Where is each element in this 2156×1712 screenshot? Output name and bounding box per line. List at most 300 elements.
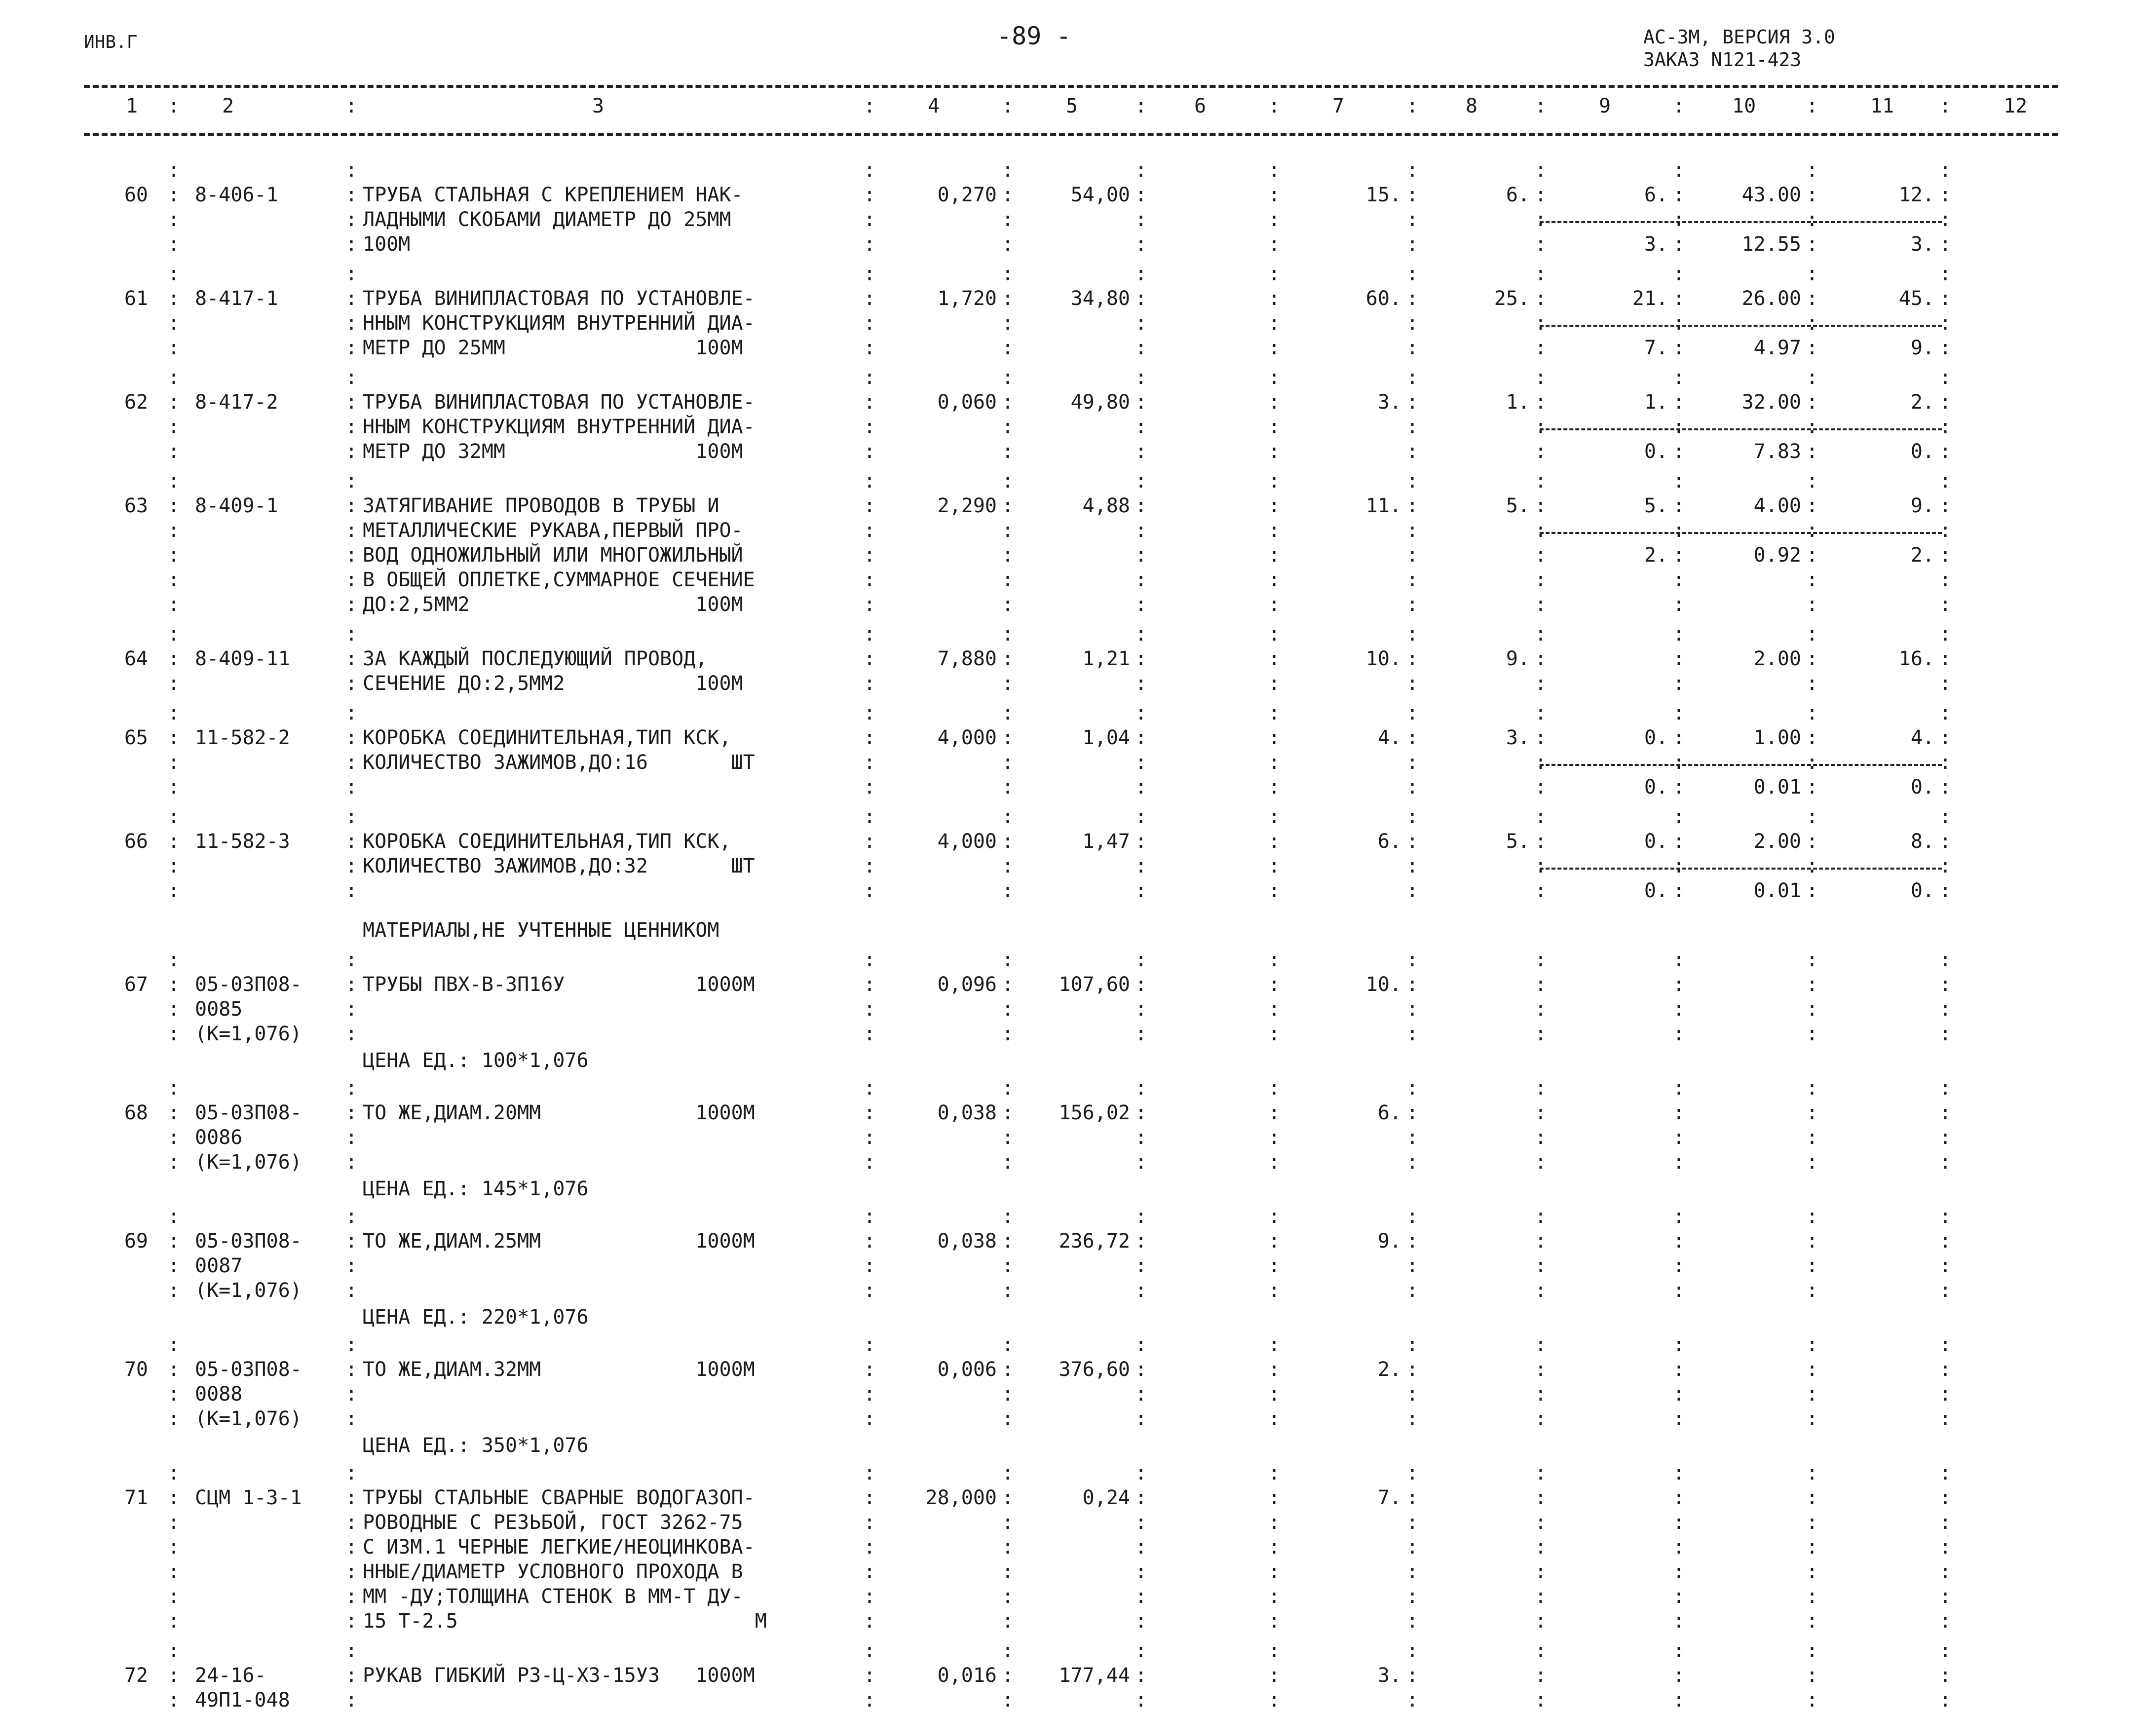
column-separator: : bbox=[1535, 672, 1547, 695]
column-separator: : bbox=[168, 751, 180, 774]
column-separator: : bbox=[1135, 726, 1147, 749]
column-separator: : bbox=[1406, 1689, 1419, 1712]
column-separator: : bbox=[168, 1560, 180, 1583]
column-separator: : bbox=[1406, 1023, 1419, 1045]
column-separator: : bbox=[1406, 366, 1419, 389]
column-separator: : bbox=[1939, 1102, 1952, 1124]
column-separator: : bbox=[345, 1462, 358, 1484]
subtotal-rule bbox=[1540, 325, 1942, 327]
column-separator: : bbox=[1268, 1383, 1281, 1406]
column-separator: : bbox=[1268, 287, 1281, 310]
column-separator: : bbox=[1406, 1486, 1419, 1509]
column-separator: : bbox=[1268, 593, 1281, 616]
column-separator: : bbox=[1002, 544, 1014, 567]
column-separator: : bbox=[1939, 391, 1952, 414]
column-separator: : bbox=[1002, 623, 1014, 646]
rate-code: 0087 bbox=[195, 1255, 243, 1277]
column-separator: : bbox=[1939, 830, 1952, 853]
column-separator: : bbox=[345, 95, 358, 117]
column-separator: : bbox=[168, 1536, 180, 1559]
column-separator: : bbox=[1806, 208, 1818, 231]
column-separator: : bbox=[1673, 1560, 1685, 1583]
column-separator: : bbox=[1268, 470, 1281, 493]
column-separator: : bbox=[1535, 1560, 1547, 1583]
column-separator: : bbox=[1406, 337, 1419, 359]
column-separator: : bbox=[1535, 312, 1547, 335]
column-separator: : bbox=[1806, 998, 1818, 1021]
column-separator: : bbox=[1002, 751, 1014, 774]
unit-cost: 49,80 bbox=[1070, 391, 1130, 414]
work-description: ТРУБЫ СТАЛЬНЫЕ СВАРНЫЕ ВОДОГАЗОП- bbox=[363, 1486, 755, 1509]
column-separator: : bbox=[1535, 702, 1547, 724]
column-separator: : bbox=[1002, 391, 1014, 414]
quantity: 0,096 bbox=[937, 973, 997, 996]
column-separator: : bbox=[1806, 1664, 1818, 1687]
column-separator: : bbox=[1002, 1333, 1014, 1356]
column-separator: : bbox=[168, 647, 180, 670]
column-separator: : bbox=[1135, 998, 1147, 1021]
column-separator: : bbox=[1535, 1126, 1547, 1149]
column-separator: : bbox=[1406, 879, 1419, 902]
column-separator: : bbox=[1406, 1205, 1419, 1228]
column-separator: : bbox=[1002, 1077, 1014, 1100]
column-separator: : bbox=[1268, 337, 1281, 359]
column-separator: : bbox=[864, 1230, 876, 1253]
column-separator: : bbox=[1673, 1230, 1685, 1253]
labor-cost: 26.00 bbox=[1741, 287, 1801, 310]
column-separator: : bbox=[1406, 312, 1419, 335]
column-number-8: 8 bbox=[1466, 95, 1478, 117]
work-description: ЛАДНЫМИ СКОБАМИ ДИАМЕТР ДО 25ММ bbox=[363, 208, 731, 231]
column-separator: : bbox=[1673, 1664, 1685, 1687]
column-separator: : bbox=[345, 391, 358, 414]
column-separator: : bbox=[1806, 287, 1818, 310]
column-separator: : bbox=[1002, 1279, 1014, 1302]
labor-total: 16. bbox=[1898, 647, 1934, 670]
column-separator: : bbox=[1268, 233, 1281, 256]
column-separator: : bbox=[864, 1023, 876, 1045]
column-separator: : bbox=[1939, 623, 1952, 646]
unit-cost: 1,04 bbox=[1082, 726, 1130, 749]
column-separator: : bbox=[345, 1151, 358, 1174]
column-separator: : bbox=[864, 1664, 876, 1687]
column-separator: : bbox=[1806, 1151, 1818, 1174]
column-separator: : bbox=[1135, 544, 1147, 567]
column-separator: : bbox=[1535, 949, 1547, 971]
column-separator: : bbox=[1939, 1023, 1952, 1045]
column-separator: : bbox=[1939, 1383, 1952, 1406]
column-separator: : bbox=[1002, 159, 1014, 182]
unit-cost: 1,47 bbox=[1082, 830, 1130, 853]
unit-cost: 54,00 bbox=[1070, 184, 1130, 206]
column-separator: : bbox=[864, 495, 876, 517]
column-separator: : bbox=[1535, 1486, 1547, 1509]
column-separator: : bbox=[1002, 949, 1014, 971]
column-separator: : bbox=[1406, 184, 1419, 206]
column-separator: : bbox=[864, 544, 876, 567]
column-separator: : bbox=[1673, 1486, 1685, 1509]
column-separator: : bbox=[1135, 366, 1147, 389]
column-separator: : bbox=[168, 1279, 180, 1302]
subtotal-rule bbox=[1540, 221, 1942, 223]
total-cost: 7. bbox=[1377, 1486, 1401, 1509]
column-separator: : bbox=[1806, 1358, 1818, 1381]
rate-code: 8-409-1 bbox=[195, 495, 278, 517]
column-separator: : bbox=[1939, 1205, 1952, 1228]
column-separator: : bbox=[168, 184, 180, 206]
wages-cost: 5. bbox=[1506, 830, 1530, 853]
column-separator: : bbox=[1268, 1023, 1281, 1045]
column-separator: : bbox=[1673, 1536, 1685, 1559]
column-separator: : bbox=[1806, 805, 1818, 828]
column-separator: : bbox=[1002, 1358, 1014, 1381]
column-separator: : bbox=[1406, 208, 1419, 231]
rate-code: 0086 bbox=[195, 1126, 243, 1149]
column-separator: : bbox=[345, 519, 358, 542]
labor-cost: 1.00 bbox=[1753, 726, 1801, 749]
column-separator: : bbox=[1806, 1230, 1818, 1253]
column-separator: : bbox=[1406, 830, 1419, 853]
column-separator: : bbox=[864, 1255, 876, 1277]
column-separator: : bbox=[1268, 1102, 1281, 1124]
quantity: 0,038 bbox=[937, 1102, 997, 1124]
column-separator: : bbox=[1135, 1279, 1147, 1302]
row-number: 62 bbox=[124, 391, 148, 414]
column-separator: : bbox=[1135, 830, 1147, 853]
quantity: 4,000 bbox=[937, 726, 997, 749]
column-number-6: 6 bbox=[1194, 95, 1207, 117]
column-separator: : bbox=[1939, 569, 1952, 591]
column-separator: : bbox=[1939, 973, 1952, 996]
column-separator: : bbox=[1806, 1205, 1818, 1228]
column-separator: : bbox=[864, 593, 876, 616]
column-separator: : bbox=[345, 1126, 358, 1149]
column-separator: : bbox=[1268, 702, 1281, 724]
materials-section-title: МАТЕРИАЛЫ,НЕ УЧТЕННЫЕ ЦЕННИКОМ bbox=[363, 919, 719, 942]
column-separator: : bbox=[1135, 184, 1147, 206]
work-description: ТО ЖЕ,ДИАМ.20ММ 1000М bbox=[363, 1102, 755, 1124]
column-separator: : bbox=[168, 776, 180, 799]
wages-cost: 5. bbox=[1506, 495, 1530, 517]
column-separator: : bbox=[1535, 337, 1547, 359]
column-separator: : bbox=[1135, 569, 1147, 591]
column-separator: : bbox=[1939, 95, 1952, 117]
column-separator: : bbox=[1268, 623, 1281, 646]
labor-cost: 4.97 bbox=[1753, 337, 1801, 359]
work-description: С ИЗМ.1 ЧЕРНЫЕ ЛЕГКИЕ/НЕОЦИНКОВА- bbox=[363, 1536, 755, 1559]
column-separator: : bbox=[345, 440, 358, 463]
column-separator: : bbox=[1673, 1205, 1685, 1228]
column-separator: : bbox=[1806, 312, 1818, 335]
column-separator: : bbox=[168, 1511, 180, 1534]
unit-price-note: ЦЕНА ЕД.: 145*1,076 bbox=[363, 1178, 589, 1200]
column-separator: : bbox=[168, 263, 180, 285]
machine-cost: 0. bbox=[1644, 879, 1668, 902]
column-separator: : bbox=[864, 879, 876, 902]
column-separator: : bbox=[1406, 805, 1419, 828]
column-number-7: 7 bbox=[1332, 95, 1345, 117]
column-separator: : bbox=[1268, 1639, 1281, 1662]
column-separator: : bbox=[1535, 805, 1547, 828]
column-separator: : bbox=[1535, 1689, 1547, 1712]
labor-cost: 12.55 bbox=[1741, 233, 1801, 256]
column-separator: : bbox=[1535, 184, 1547, 206]
column-separator: : bbox=[1939, 1610, 1952, 1633]
column-separator: : bbox=[864, 287, 876, 310]
column-separator: : bbox=[1673, 855, 1685, 877]
column-separator: : bbox=[1002, 593, 1014, 616]
column-separator: : bbox=[1135, 672, 1147, 695]
column-separator: : bbox=[1406, 647, 1419, 670]
column-separator: : bbox=[345, 1358, 358, 1381]
column-separator: : bbox=[345, 544, 358, 567]
column-separator: : bbox=[1268, 647, 1281, 670]
labor-total: 9. bbox=[1910, 337, 1934, 359]
column-separator: : bbox=[1406, 1536, 1419, 1559]
column-separator: : bbox=[1673, 519, 1685, 542]
column-separator: : bbox=[1939, 1230, 1952, 1253]
column-separator: : bbox=[1268, 1126, 1281, 1149]
column-separator: : bbox=[864, 949, 876, 971]
column-separator: : bbox=[1002, 470, 1014, 493]
column-separator: : bbox=[1268, 1205, 1281, 1228]
work-description: ВОД ОДНОЖИЛЬНЫЙ ИЛИ МНОГОЖИЛЬНЫЙ bbox=[363, 544, 743, 567]
column-separator: : bbox=[1939, 1511, 1952, 1534]
total-cost: 9. bbox=[1377, 1230, 1401, 1253]
labor-cost: 2.00 bbox=[1753, 830, 1801, 853]
column-separator: : bbox=[1406, 672, 1419, 695]
column-number-9: 9 bbox=[1599, 95, 1611, 117]
machine-cost: 3. bbox=[1644, 233, 1668, 256]
column-separator: : bbox=[1268, 1585, 1281, 1608]
column-separator: : bbox=[1673, 1689, 1685, 1712]
column-separator: : bbox=[1535, 998, 1547, 1021]
quantity: 0,270 bbox=[937, 184, 997, 206]
column-separator: : bbox=[1268, 998, 1281, 1021]
column-separator: : bbox=[1939, 263, 1952, 285]
column-separator: : bbox=[864, 470, 876, 493]
rate-code: 8-417-1 bbox=[195, 287, 278, 310]
row-number: 70 bbox=[124, 1358, 148, 1381]
column-separator: : bbox=[1806, 95, 1818, 117]
labor-total: 0. bbox=[1910, 879, 1934, 902]
column-separator: : bbox=[1535, 1230, 1547, 1253]
column-number-11: 11 bbox=[1870, 95, 1894, 117]
column-separator: : bbox=[1535, 1333, 1547, 1356]
column-separator: : bbox=[1135, 805, 1147, 828]
column-separator: : bbox=[1135, 1333, 1147, 1356]
column-separator: : bbox=[1002, 1639, 1014, 1662]
column-separator: : bbox=[1002, 1126, 1014, 1149]
column-separator: : bbox=[1535, 1610, 1547, 1633]
column-separator: : bbox=[345, 312, 358, 335]
column-separator: : bbox=[1268, 1358, 1281, 1381]
column-separator: : bbox=[1406, 1610, 1419, 1633]
column-separator: : bbox=[168, 416, 180, 438]
column-separator: : bbox=[1939, 726, 1952, 749]
quantity: 0,006 bbox=[937, 1358, 997, 1381]
labor-total: 4. bbox=[1910, 726, 1934, 749]
column-separator: : bbox=[864, 1585, 876, 1608]
column-separator: : bbox=[1673, 672, 1685, 695]
column-separator: : bbox=[1806, 1462, 1818, 1484]
column-separator: : bbox=[1939, 1077, 1952, 1100]
column-separator: : bbox=[1535, 569, 1547, 591]
column-separator: : bbox=[1135, 287, 1147, 310]
column-separator: : bbox=[1939, 855, 1952, 877]
column-separator: : bbox=[1135, 1639, 1147, 1662]
work-description: СЕЧЕНИЕ ДО:2,5ММ2 100М bbox=[363, 672, 743, 695]
column-separator: : bbox=[1535, 1383, 1547, 1406]
column-separator: : bbox=[345, 623, 358, 646]
column-separator: : bbox=[864, 1279, 876, 1302]
column-separator: : bbox=[1268, 805, 1281, 828]
column-separator: : bbox=[1673, 1279, 1685, 1302]
column-separator: : bbox=[1806, 879, 1818, 902]
column-separator: : bbox=[864, 1205, 876, 1228]
column-separator: : bbox=[1806, 623, 1818, 646]
column-separator: : bbox=[168, 998, 180, 1021]
column-separator: : bbox=[1535, 391, 1547, 414]
column-separator: : bbox=[1002, 263, 1014, 285]
unit-cost: 376,60 bbox=[1059, 1358, 1130, 1381]
column-separator: : bbox=[1806, 855, 1818, 877]
column-separator: : bbox=[1002, 184, 1014, 206]
column-separator: : bbox=[1135, 1585, 1147, 1608]
column-separator: : bbox=[168, 495, 180, 517]
column-separator: : bbox=[1135, 623, 1147, 646]
column-separator: : bbox=[864, 647, 876, 670]
unit-cost: 0,24 bbox=[1082, 1486, 1130, 1509]
column-separator: : bbox=[345, 1023, 358, 1045]
row-number: 65 bbox=[124, 726, 148, 749]
column-number-1: 1 bbox=[126, 95, 138, 117]
unit-cost: 34,80 bbox=[1070, 287, 1130, 310]
column-separator: : bbox=[1406, 702, 1419, 724]
column-separator: : bbox=[1002, 1102, 1014, 1124]
unit-cost: 236,72 bbox=[1059, 1230, 1130, 1253]
column-separator: : bbox=[168, 1333, 180, 1356]
column-separator: : bbox=[1939, 233, 1952, 256]
column-separator: : bbox=[1806, 263, 1818, 285]
rate-code: (К=1,076) bbox=[195, 1023, 302, 1045]
column-separator: : bbox=[1135, 1536, 1147, 1559]
column-separator: : bbox=[1535, 1511, 1547, 1534]
column-separator: : bbox=[1135, 1408, 1147, 1430]
column-separator: : bbox=[1939, 287, 1952, 310]
column-separator: : bbox=[168, 949, 180, 971]
column-separator: : bbox=[1135, 1255, 1147, 1277]
header-bottom-rule bbox=[84, 133, 2058, 136]
unit-cost: 156,02 bbox=[1059, 1102, 1130, 1124]
column-separator: : bbox=[1806, 1536, 1818, 1559]
unit-cost: 107,60 bbox=[1059, 973, 1130, 996]
labor-total: 45. bbox=[1898, 287, 1934, 310]
order-number: ЗАКАЗ N121-423 bbox=[1643, 49, 1802, 71]
column-separator: : bbox=[345, 1486, 358, 1509]
column-separator: : bbox=[168, 1585, 180, 1608]
column-separator: : bbox=[1673, 569, 1685, 591]
column-separator: : bbox=[864, 1383, 876, 1406]
column-separator: : bbox=[1535, 233, 1547, 256]
row-number: 60 bbox=[124, 184, 148, 206]
column-separator: : bbox=[1806, 1126, 1818, 1149]
column-separator: : bbox=[1939, 1333, 1952, 1356]
column-separator: : bbox=[1939, 1462, 1952, 1484]
column-separator: : bbox=[1806, 440, 1818, 463]
labor-total: 9. bbox=[1910, 495, 1934, 517]
column-separator: : bbox=[1002, 998, 1014, 1021]
column-separator: : bbox=[168, 544, 180, 567]
column-separator: : bbox=[345, 593, 358, 616]
column-separator: : bbox=[1673, 1408, 1685, 1430]
column-separator: : bbox=[345, 672, 358, 695]
column-separator: : bbox=[1002, 1255, 1014, 1277]
column-separator: : bbox=[1406, 544, 1419, 567]
column-separator: : bbox=[1135, 855, 1147, 877]
labor-total: 0. bbox=[1910, 776, 1934, 799]
column-separator: : bbox=[1268, 1230, 1281, 1253]
unit-cost: 1,21 bbox=[1082, 647, 1130, 670]
column-separator: : bbox=[1939, 702, 1952, 724]
quantity: 0,016 bbox=[937, 1664, 997, 1687]
column-separator: : bbox=[1406, 519, 1419, 542]
labor-cost: 0.01 bbox=[1753, 776, 1801, 799]
column-separator: : bbox=[864, 391, 876, 414]
column-separator: : bbox=[864, 623, 876, 646]
column-separator: : bbox=[1939, 1486, 1952, 1509]
column-separator: : bbox=[1673, 1333, 1685, 1356]
column-separator: : bbox=[1806, 495, 1818, 517]
column-separator: : bbox=[345, 973, 358, 996]
column-separator: : bbox=[864, 233, 876, 256]
column-separator: : bbox=[345, 879, 358, 902]
column-separator: : bbox=[1673, 1462, 1685, 1484]
column-separator: : bbox=[1673, 95, 1685, 117]
labor-total: 12. bbox=[1898, 184, 1934, 206]
column-separator: : bbox=[1535, 263, 1547, 285]
column-separator: : bbox=[1406, 751, 1419, 774]
column-separator: : bbox=[1135, 233, 1147, 256]
column-separator: : bbox=[1535, 1358, 1547, 1381]
column-separator: : bbox=[1406, 1560, 1419, 1583]
work-description: КОЛИЧЕСТВО ЗАЖИМОВ,ДО:32 ШТ bbox=[363, 855, 755, 877]
column-separator: : bbox=[168, 1102, 180, 1124]
column-separator: : bbox=[864, 519, 876, 542]
column-separator: : bbox=[1002, 416, 1014, 438]
column-separator: : bbox=[345, 1230, 358, 1253]
column-separator: : bbox=[1135, 1610, 1147, 1633]
column-separator: : bbox=[1002, 287, 1014, 310]
rate-code: (К=1,076) bbox=[195, 1151, 302, 1174]
row-number: 67 bbox=[124, 973, 148, 996]
column-separator: : bbox=[1268, 208, 1281, 231]
column-separator: : bbox=[1673, 208, 1685, 231]
column-separator: : bbox=[1406, 593, 1419, 616]
column-separator: : bbox=[1806, 1383, 1818, 1406]
column-separator: : bbox=[1268, 973, 1281, 996]
column-separator: : bbox=[345, 569, 358, 591]
column-separator: : bbox=[864, 1462, 876, 1484]
column-separator: : bbox=[1939, 1689, 1952, 1712]
column-separator: : bbox=[864, 569, 876, 591]
column-separator: : bbox=[1268, 263, 1281, 285]
column-separator: : bbox=[1806, 184, 1818, 206]
total-cost: 10. bbox=[1365, 647, 1401, 670]
column-separator: : bbox=[864, 263, 876, 285]
column-separator: : bbox=[1135, 702, 1147, 724]
column-separator: : bbox=[1806, 1279, 1818, 1302]
